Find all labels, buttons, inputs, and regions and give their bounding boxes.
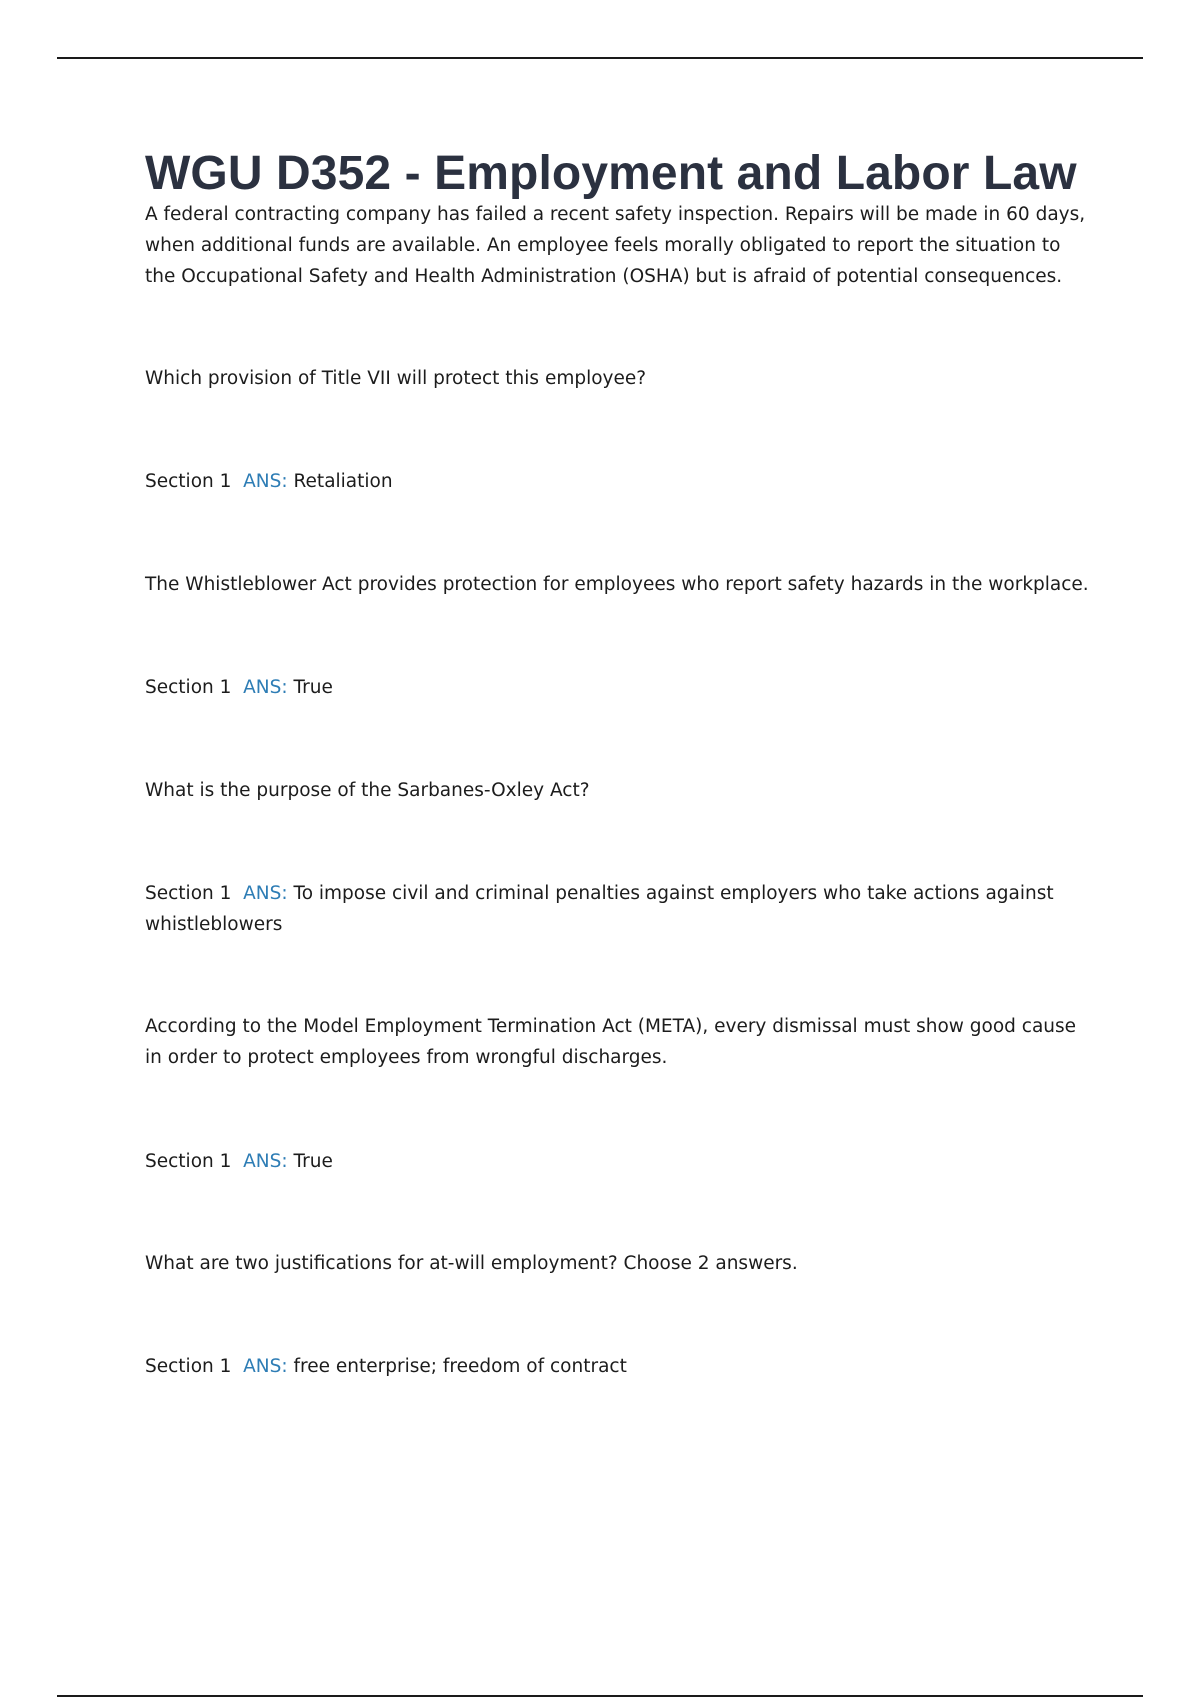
answer-line xyxy=(145,466,1090,497)
answer-line xyxy=(145,672,1090,703)
question-text: According to the Model Employment Termination Act (META), every dismissal must show good cause in order to protect employees from wrongful discharges. xyxy=(145,1016,1077,1068)
answer-line xyxy=(145,1351,1090,1382)
answer-text: free enterprise; freedom of contract xyxy=(293,1356,627,1377)
ans-label: ANS: xyxy=(243,677,288,698)
question-text: What is the purpose of the Sarbanes-Oxley Act? xyxy=(145,780,590,801)
ans-label: ANS: xyxy=(243,471,288,492)
document-title: WGU D352 - Employment and Labor Law xyxy=(145,147,1077,200)
question-text: A federal contracting company has failed a recent safety inspection. Repairs will be made in 60 days, when additional funds are available. An employee feels morally obligated to report the situation to the Occupational Safety and Health Administration (OSHA) but is afraid of potential consequences. xyxy=(145,204,1086,287)
ans-label: ANS: xyxy=(243,1356,288,1377)
section-label: Section 1 xyxy=(145,677,232,698)
question-text: What are two justifications for at-will employment? Choose 2 answers. xyxy=(145,1253,798,1274)
answer-line xyxy=(145,878,1090,940)
answer-text: To impose civil and criminal penalties against employers who take actions against whistleblowers xyxy=(145,883,1054,935)
ans-label: ANS: xyxy=(243,1151,288,1172)
question-text: Which provision of Title VII will protect this employee? xyxy=(145,368,647,389)
top-rule xyxy=(57,57,1143,59)
answer-line xyxy=(145,1146,1090,1177)
ans-label: ANS: xyxy=(243,883,288,904)
answer-text: True xyxy=(293,1151,333,1172)
section-label: Section 1 xyxy=(145,1356,232,1377)
section-label: Section 1 xyxy=(145,883,232,904)
section-label: Section 1 xyxy=(145,471,232,492)
answer-text: True xyxy=(293,677,333,698)
bottom-rule xyxy=(57,1695,1143,1697)
section-label: Section 1 xyxy=(145,1151,232,1172)
answer-text: Retaliation xyxy=(293,471,393,492)
question-text: The Whistleblower Act provides protection for employees who report safety hazards in the workplace. xyxy=(145,574,1089,595)
